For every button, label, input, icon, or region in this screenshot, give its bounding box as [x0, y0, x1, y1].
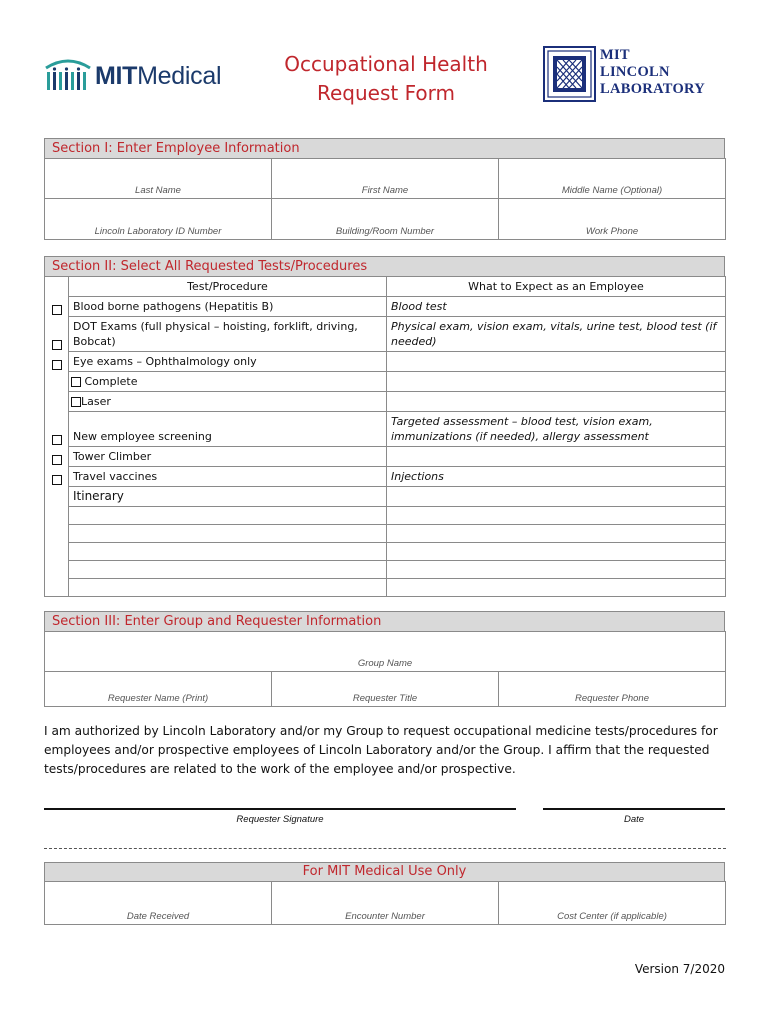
test-travel-vaccines: Travel vaccines	[69, 467, 387, 487]
tests-table	[44, 276, 726, 597]
itinerary-line[interactable]	[69, 543, 387, 561]
col-test-procedure: Test/Procedure	[69, 277, 387, 297]
medical-use-table	[44, 881, 726, 925]
authorization-statement: I am authorized by Lincoln Laboratory and/or my Group to request occupational medicine tests/procedures for employees and/or prospective employees of Lincoln Laboratory and/or the Group. I affirm that the requested tests/procedures are related to the work of the employee and/or prospective.	[44, 724, 718, 776]
mit-medical-wordmark: MITMedical	[95, 62, 222, 90]
first-name-field[interactable]: First Name	[272, 159, 499, 199]
checkbox-eye-exams[interactable]	[52, 360, 62, 370]
date-line[interactable]	[543, 808, 725, 810]
checkbox-tower-climber[interactable]	[52, 455, 62, 465]
ll-id-field[interactable]: Lincoln Laboratory ID Number	[45, 199, 272, 240]
cost-center-field[interactable]: Cost Center (if applicable)	[499, 882, 726, 925]
ll-text-lincoln: LINCOLN	[600, 64, 670, 80]
requester-name-field[interactable]: Requester Name (Print)	[45, 672, 272, 707]
date-label: Date	[623, 814, 645, 825]
checkbox-new-employee[interactable]	[52, 435, 62, 445]
medical-use-header: For MIT Medical Use Only	[44, 862, 725, 882]
itinerary-expect[interactable]	[387, 487, 726, 507]
requester-table	[44, 631, 726, 707]
itinerary-line[interactable]	[387, 507, 726, 525]
date-received-field[interactable]: Date Received	[45, 882, 272, 925]
itinerary-line[interactable]	[69, 525, 387, 543]
test-blood-borne: Blood borne pathogens (Hepatitis B)	[69, 297, 387, 317]
expect-dot-exams: Physical exam, vision exam, vitals, urine test, blood test (if needed)	[387, 317, 726, 352]
middle-name-field[interactable]: Middle Name (Optional)	[499, 159, 726, 199]
test-tower-climber: Tower Climber	[69, 447, 387, 467]
col-what-to-expect: What to Expect as an Employee	[387, 277, 726, 297]
expect-travel-vaccines: Injections	[387, 467, 726, 487]
itinerary-line[interactable]	[387, 525, 726, 543]
itinerary-line[interactable]	[387, 561, 726, 579]
test-eye-exams: Eye exams – Ophthalmology only	[69, 352, 387, 372]
page-title: Occupational Health Request Form	[284, 52, 488, 105]
test-laser: Laser	[81, 395, 111, 408]
test-complete-row	[69, 372, 387, 392]
version-label: Version 7/2020	[634, 962, 725, 976]
signature-label: Requester Signature	[236, 814, 324, 825]
checkbox-dot-exams[interactable]	[52, 340, 62, 350]
checkbox-complete[interactable]	[71, 377, 81, 387]
last-name-field[interactable]: Last Name	[45, 159, 272, 199]
test-new-employee: New employee screening	[69, 412, 387, 447]
itinerary-label: Itinerary	[69, 487, 387, 507]
requester-phone-field[interactable]: Requester Phone	[499, 672, 726, 707]
encounter-number-field[interactable]: Encounter Number	[272, 882, 499, 925]
section1-header: Section I: Enter Employee Information	[44, 138, 725, 159]
checkbox-travel-vaccines[interactable]	[52, 475, 62, 485]
section2-header: Section II: Select All Requested Tests/Procedures	[44, 256, 725, 277]
expect-blood-borne: Blood test	[387, 297, 726, 317]
itinerary-line[interactable]	[387, 579, 726, 597]
mit-medical-logo	[44, 56, 244, 96]
itinerary-line[interactable]	[69, 579, 387, 597]
test-dot-exams: DOT Exams (full physical – hoisting, forklift, driving, Bobcat)	[69, 317, 387, 352]
ll-text-mit: MIT	[600, 47, 630, 63]
work-phone-field[interactable]: Work Phone	[499, 199, 726, 240]
test-complete: Complete	[84, 375, 138, 388]
mit-medical-pillars-icon	[44, 56, 92, 94]
expect-tower-climber	[387, 447, 726, 467]
expect-laser	[387, 392, 726, 412]
expect-eye-exams	[387, 352, 726, 372]
requester-title-field[interactable]: Requester Title	[272, 672, 499, 707]
building-room-field[interactable]: Building/Room Number	[272, 199, 499, 240]
checkbox-blood-borne[interactable]	[52, 305, 62, 315]
expect-complete	[387, 372, 726, 392]
lincoln-lab-logo	[543, 46, 733, 104]
section3-header: Section III: Enter Group and Requester Information	[44, 611, 725, 632]
test-laser-row	[69, 392, 387, 412]
cut-line	[44, 848, 726, 849]
expect-new-employee: Targeted assessment – blood test, vision exam, immunizations (if needed), allergy assessment	[387, 412, 726, 447]
signature-line[interactable]	[44, 808, 516, 810]
checkbox-laser[interactable]	[71, 397, 81, 407]
itinerary-line[interactable]	[69, 507, 387, 525]
employee-info-table	[44, 158, 726, 240]
lincoln-lab-emblem-icon	[543, 46, 596, 102]
itinerary-line[interactable]	[387, 543, 726, 561]
group-name-field[interactable]: Group Name	[45, 632, 726, 672]
itinerary-line[interactable]	[69, 561, 387, 579]
ll-text-laboratory: LABORATORY	[600, 81, 706, 97]
